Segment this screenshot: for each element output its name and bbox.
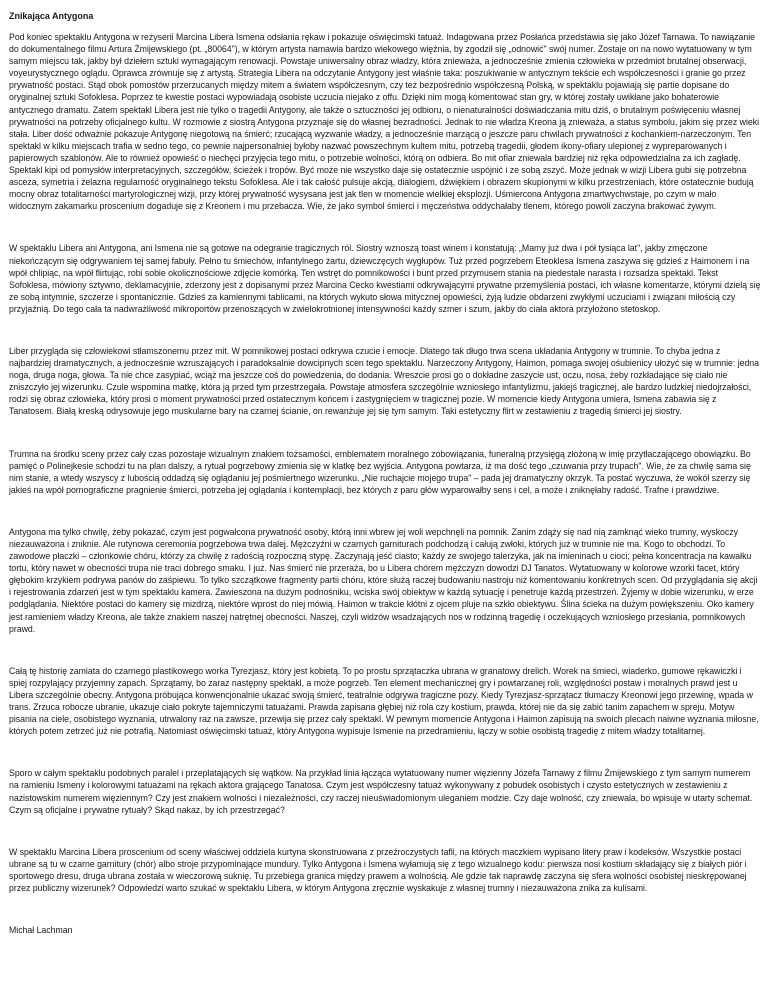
article-title: Znikająca Antygona [9, 11, 94, 21]
paragraph-2: W spektaklu Libera ani Antygona, ani Ismena nie są gotowe na odegranie tragicznych ról. Siostry wznoszą toast winem i konstatują: „Mamy już dwa i pół tysiąca lat", jakby zmęczone niekończącym się odgrywaniem tej samej fabuły. Pełno tu śmiechów, infantylnego żartu, dziewczęcych wygłupów. Tuż przed pogrzebem Eteoklesa Ismena zaszywa się gdzieś z Haimonem i na wpół chlipiąc, na wpół flirtując, robi sobie okolicznościowe zdjęcie komórką. Ten wstręt do pomnikowości i bunt przed przymusem stania na piedestale narasta i rozsadza spektakl. Tekst Sofoklesa, mówiony sztywno, deklamacyjnie, zderzony jest z dopisanymi przez Marcina Cecko kwestiami odkrywającymi prywatne przemyślenia postaci, ich własne komentarze, którymi dzielą się ze sobą intymnie, szczerze i spontanicznie. Gdzieś za kamiennymi tablicami, na których wykuto słowa mitycznej opowieści, żyją ludzie obdarzeni zwykłymi uczuciami i związani miłością czy przyjaźnią. Do tego cała ta nadwrażliwość mikroportów przenoszących w zwielokrotnionej intensywności każdy szmer i szum, jakby do ciała aktora przyłożono stetoskop. [9, 243, 761, 314]
paragraph-3: Liber przygląda się człowiekowi stłamszonemu przez mit. W pomnikowej postaci odkrywa czucie i emocje. Dlatego tak długo trwa scena układania Antygony w trumnie. To chyba jedna z najbardziej dramatycznych, a jednocześnie wzruszających i paradoksalnie dowcipnych scen tego spektaklu. Narzeczony Antygony, Haimon, pomaga swojej ośubienicy ułożyć się w trumnie: jedna noga, druga noga, głowa. Ta nie chce zasypiać, wciąż ma jeszcze coś do powiedzenia, do dodania. Wreszcie prosi go o dokładne zaszycie ust, oczu, nosa, żeby rozkładające się ciało nie zniszczyło jej wizerunku. Czule wspomina matkę, która ją przed tym przestrzegała. Powstaje atmosfera szczególnie wzniosłego infantylizmu, jakiejś tragicznej, ale bardzo ludzkiej niedojrzałości, rodzi się obraz człowieka, który prosi o moment prywatności przed ostatecznym końcem i zastygnięciem w tragicznej pozie. W momencie kiedy Antygona umiera, Ismena zabawia się z Tanatosem. Białą kreską odrysowuje jego muskularne bary na czarnej ścianie, on rewanżuje jej się tym samym. Taki estetyczny flirt w zestawieniu z tragedią śmierci jej siostry. [9, 345, 759, 417]
article [9, 10, 761, 936]
paragraph-8: W spektaklu Marcina Libera proscenium od sceny właściwej oddziela kurtyna skonstruowana z przeźroczystych tafli, na których maczkiem wypisano litery praw i kodeksów. Wszystkie postaci ubrane są tu w czarne garnitury (chór) albo stroje przypominające mundury. Tylko Antygona i Ismena wyłamują się z tego wizualnego kodu: pierwsza nosi kostium składający się z białych piór i sportowego dresu, druga ubrana została w wieczorową suknię. Tu przebiega granica między prawem a wolnością. Ale gdzie tak naprawdę zaczyna się sfera wolności osobistej nieskrępowanej przez publiczny wizerunek? Odpowiedzi warto szukać w spektaklu Libera, w którym Antygona zręcznie wyskakuje z własnej trumny i niezauważona znika za kulisami. [9, 846, 747, 893]
paragraph-7: Sporo w całym spektaklu podobnych paralel i przeplatających się wątków. Na przykład linia łącząca wytatuowany numer więzienny Józefa Tarnawy z filmu Żmijewskiego z tym samym numerem na ramieniu Ismeny i kolorowymi tatuażami na rękach aktora grającego Tanatosa. Czym jest współczesny tatuaż wykonywany z pobudek osobistych i czysto estetycznych w zestawieniu z nazistowskim numerem więziennym? Czy jest znakiem wolności i niezależności, czy raczej nieuświadomionym uleganiem modzie. Czy daje wolność, czy zniewala, bo wpisuje w utarty schemat. Czym są oficjalne i prywatne rytuały? Skąd nakaz, by ich przestrzegać? [9, 768, 753, 815]
paragraph-6: Całą tę historię zamiata do czarnego plastikowego worka Tyrezjasz, który jest kobietą. To po prostu sprzątaczka ubrana w granatowy drelich. Worek na śmieci, wiaderko, gumowe rękawiczki i spiej rozpylający przyjemny zapach. Sprzątamy, bo zaraz następny spektakl, a może pogrzeb. Ten element mechanicznej gry i powtarzanej roli, względności postaw i moralnych prawd jest u Libera szczególnie obecny. Antygona próbująca konwencjonalnie ukazać swoją śmierć, teatralnie odgrywa tragiczne pozy. Kiedy Tyrezjasz-sprzątacz tłumaczy Kreonowi jego przewinę, wpada w trans. Zrzuca robocze ubranie, ukazuje ciało pokryte tajemniczymi tatuażami. Prawda zapisana głębiej niż rola czy kostium, prawda, której nie da się zabić tanim zapachem w spreju. Motyw pisania na ciele, osobistego wyznania, utrwalony raz na zawsze, przewija się przez cały spektakl. W pewnym momencie Antygona i Haimon zapisują na swoich plecach naiwne wyznania miłosne, których potem zetrzeć już nie potrafią. Natomiast oświęcimski tatuaż, który Antygona wypisuje Ismenie na przedramieniu, łączy w sobie osobistą tragedię z mitem władzy totalitarnej. [9, 665, 759, 737]
author-signature: Michał Lachman [9, 925, 73, 936]
paragraph-1: Pod koniec spektaklu Antygona w reżyserii Marcina Libera Ismena odsłania rękaw i pokazuje oświęcimski tatuaż. Indagowana przez Posłańca przedstawia się jako Józef Tarnawa. To nawiązanie do dokumentalnego filmu Artura Żmijewskiego (pt. „80064"), w którym artysta namawia bardzo wiekowego więźnia, by zgodził się „odnowić" swój numer. Zostaje on na nowo wytatuowany w tym samym miejscu tak, jakby był dziełem sztuki wymagającym renowacji. Powstaje uniwersalny obraz władzy, która znieważa, a jednocześnie zmienia człowieka w przedmiot brutalnej obserwacji, voyeurystycznego oglądu. Oprawca zrównuje się z artystą. Strategia Libera na odczytanie Antygony jest właśnie taka: poszukiwanie w antycznym tekście ech współczesności i granie go przez prywatność postaci. Stąd obok pomostów przerzucanych między mitem a światem współczesnym, czy też bezpośrednio współczesną Polską, w spektaklu pojawiają się partie dopisane do oryginalnej sztuki Sofoklesa. Poprzez te kwestie postaci wypowiadają osobiste uczucia niejako z offu. Dzięki nim mogą komentować stan gry, w której zostały uwikłane jako bohaterowie antycznego dramatu. Zatem spektakl Libera jest nie tylko o tragedii Antygony, ale także o sztuczności jej odbioru, o nienaturalności doświadczania mitu dziś, o brutalnym poświęceniu własnej prywatności na potrzeby oficjalnego kultu. W rozmowie z siostrą Antygona przyznaje się do własnej bezradności. Jednak to nie władza Kreona ją znieważa, a status symbolu, jakim się przez wieki stała. Liber dość odważnie pokazuje Antygonę niegotową na śmierć; rzucającą wyzwanie władzy, a jednocześnie marzącą o jeszcze paru chwilach prywatności z kochankiem-narzeczonym. Ten spektakl w kilku miejscach trafia w sedno tego, co pewnie najpersonalniej byłoby nazwać powszechnym kultem mitu, potrzebą tragedii, głodem ikony-ofiary ulepionej z wypreparowanych i papierowych szablonów. Ale to również opowieść o niechęci przyjęcia tego mitu, o potrzebie wolności, którą on odbiera. Bo mit ofiar zniewala bardziej niż ręka odpowiedzialna za ich zagładę. Spektakl kipi od pomysłów interpretacyjnych, szczegółów, ścieżek i tropów. Być może nie wszystko daje się ostatecznie uspójnić i ze sobą zszyć. Może jednak w wizji Libera gubi się potrzebna asceza, symetria i żelazna regularność oryginalnego tekstu Sofoklesa. Ale i tak całość pulsuje akcją, dialogiem, dźwiękiem i obrazem skupionymi w kilku przestrzeniach, które ostatecznie budują mocny obraz totalitarności martyrologicznej wizji, przy której prywatność wysysana jest jak tlen w momencie wielkiej eksplozji. Uśmiercona Antygona zmartwychwstaje, po czym w mało widocznym zakamarku proscenium dogaduje się z Kreonem i mu przebacza. Wie, że jako symbol śmierci i męczeństwa oddychałaby tlenem, którego powoli zaczyna brakować żywym. [9, 32, 760, 212]
paragraph-4: Trumna na środku sceny przez cały czas pozostaje wizualnym znakiem tożsamości, emblematem moralnego zobowiązania, funeralną przysięgą złożoną w imię przytłaczającego obowiązku. Bo pamięć o Polinejkesie schodzi tu na plan dalszy, a rytuał pogrzebowy zmienia się w klatkę bez wyjścia. Antygona powtarza, iż ma dość tego „czuwania przy trupach". Wie, że za chwilę sama się nim stanie, a wtedy wszyscy z lubością oddadzą się oglądaniu jej pośmiertnego wizerunku. „Nie ruchajcie mojego trupa" – pada jej dramatyczny okrzyk. Ta postać wyczuwa, że wokół szerzy się jakieś na wpół pornograficzne pragnienie śmierci, potrzeba jej oglądania i kontemplacji, bez których z paru głów wyparowałby sens i cel, a może i zniknęłaby radość. Trafne i prawdziwe. [9, 448, 751, 495]
paragraph-5: Antygona ma tylko chwilę, żeby pokazać, czym jest pogwałcona prywatność osoby, którą inni wbrew jej woli wepchnęli na pomnik. Zanim zdąży się nad nią zamknąć wieko trumny, wyskoczy niezauważona i zniknie. Ale rutynowa ceremonia pogrzebowa trwa dalej. Mężczyźni w czarnych garniturach podchodzą i całują zwłoki, których już w trumnie nie ma. Kogo to obchodzi. To zawodowe płaczki – członkowie chóru, którzy za chwilę z radością rozpoczną stypę. Zaczynają jeść ciasto; każdy ze swojego talerzyka, jak na imieninach u cioci; pełna koncentracja na kawałku tortu, który nawet w obecności trupa nie traci dobrego smaku. I już. Nas śmierć nie przeraża, bo u Libera chórem mężczyzn dowodzi DJ Tanatos. Wytatuowany w kolorowe wzorki facet, który głębokim krzykiem podrywa panów do zaśpiewu. To tylko szczątkowe fragmenty partii chóru, które służą raczej budowaniu nastroju niż komentowaniu konkretnych scen. Od przyglądania się akcji i rejestrowania zdarzeń jest w tym spektaklu kamera. Zawieszona na dużym podnośniku, wciska swój obiektyw w każdą sytuację i penetruje każdą przestrzeń. Żyjemy w dobie wizerunku, w erze podglądania. Niektóre postaci do kamery się mizdrzą, niektóre wprost do niej mówią. Haimon w trakcie kłótni z ojcem pluje na szkło obiektywu. Ślina ścieka na dużym powiększeniu. Oko kamery jest ramieniem władzy Kreona, ale także znakiem naszej natrętnej obecności. Naszej, czyli widzów wsadzających nos w rodzinną tragedię i oczekujących wzniosłego przesłania, pomnikowych prawd. [9, 526, 758, 634]
